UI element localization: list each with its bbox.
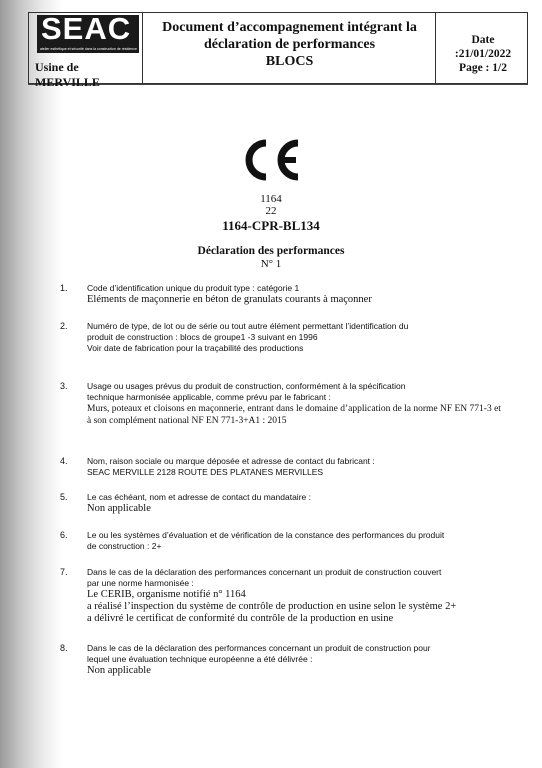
item-text: Code d’identification unique du produit type : catégorie 1 <box>87 283 300 293</box>
item-text: par une norme harmonisée : <box>87 578 194 588</box>
item-value: Non applicable <box>87 503 151 514</box>
item-number: 1. <box>60 283 68 293</box>
item-value: a réalisé l’inspection du système de contrôle de production en usine selon le système 2+ <box>87 601 457 612</box>
title-line-2: déclaration de performances <box>203 37 376 52</box>
site-name: Usine de MERVILLE <box>35 60 100 89</box>
item-text: Usage ou usages prévus du produit de construction, conformément à la spécification <box>87 381 406 391</box>
notified-body-number: 1164 <box>260 193 282 205</box>
item-text: lequel une évaluation technique européenne a été délivrée : <box>87 654 313 664</box>
document-header <box>28 11 528 89</box>
item-text: Nom, raison sociale ou marque déposée et adresse de contact du fabricant : <box>87 456 375 466</box>
item-text: Le cas échéant, nom et adresse de contact du mandataire : <box>87 492 311 502</box>
item-number: 2. <box>60 321 68 331</box>
item-text: de construction : 2+ <box>87 541 162 551</box>
logo-text: SEAC <box>41 11 132 46</box>
item-text: SEAC MERVILLE 2128 ROUTE DES PLATANES MERVILLES <box>87 467 324 477</box>
item-number: 4. <box>60 456 68 466</box>
item-value: Non applicable <box>87 665 151 676</box>
document-date: Date :21/01/2022 <box>454 34 512 60</box>
declaration-title: Déclaration des performances <box>197 245 345 257</box>
item-text: Le ou les systèmes d’évaluation et de vérification de la constance des performances du produit <box>87 530 445 540</box>
item-text: technique harmonisée applicable, comme prévu par le fabricant : <box>87 392 331 402</box>
page-number: Page : 1/2 <box>459 62 507 74</box>
logo-cell <box>28 11 143 89</box>
item-value: Le CERIB, organisme notifié n° 1164 <box>87 589 246 600</box>
item-number: 5. <box>60 492 68 502</box>
ce-year: 22 <box>265 205 277 217</box>
item-value: Murs, poteaux et cloisons en maçonnerie, entrant dans le domaine d’application de la norme NF EN 771-3 et <box>87 404 501 414</box>
item-value: Eléments de maçonnerie en béton de granulats courants à maçonner <box>87 294 372 305</box>
declaration-number: N° 1 <box>260 258 282 270</box>
document-title <box>143 19 436 70</box>
title-line-1: Document d’accompagnement intégrant la <box>162 20 417 35</box>
item-text: Dans le cas de la déclaration des performances concernant un produit de construction pour <box>87 643 431 653</box>
certificate-number: 1164-CPR-BL134 <box>222 218 320 233</box>
item-text: Numéro de type, de lot ou de série ou tout autre élément permettant l’identification du <box>87 321 409 331</box>
logo-tagline: atelier esthétique et sécurité dans la construction de résidence <box>40 47 137 51</box>
scan-shadow <box>0 0 62 768</box>
item-text: Dans le cas de la déclaration des performances concernant un produit de construction couvert <box>87 567 442 577</box>
item-value: a délivré le certificat de conformité du contrôle de la production en usine <box>87 613 394 624</box>
item-text: Voir date de fabrication pour la traçabilité des productions <box>87 343 304 353</box>
ce-mark-icon <box>238 137 308 183</box>
item-number: 6. <box>60 530 68 540</box>
date-cell <box>436 12 528 84</box>
item-number: 7. <box>60 567 68 577</box>
item-number: 8. <box>60 643 68 653</box>
title-line-3: BLOCS <box>265 54 314 69</box>
seac-logo <box>37 11 139 53</box>
date-block <box>442 33 524 75</box>
item-value: à son complément national NF EN 771-3+A1 : 2015 <box>87 416 287 426</box>
item-text: produit de construction : blocs de groupe1 -3 suivant en 1996 <box>87 332 318 342</box>
title-cell <box>143 12 436 84</box>
item-number: 3. <box>60 381 68 391</box>
